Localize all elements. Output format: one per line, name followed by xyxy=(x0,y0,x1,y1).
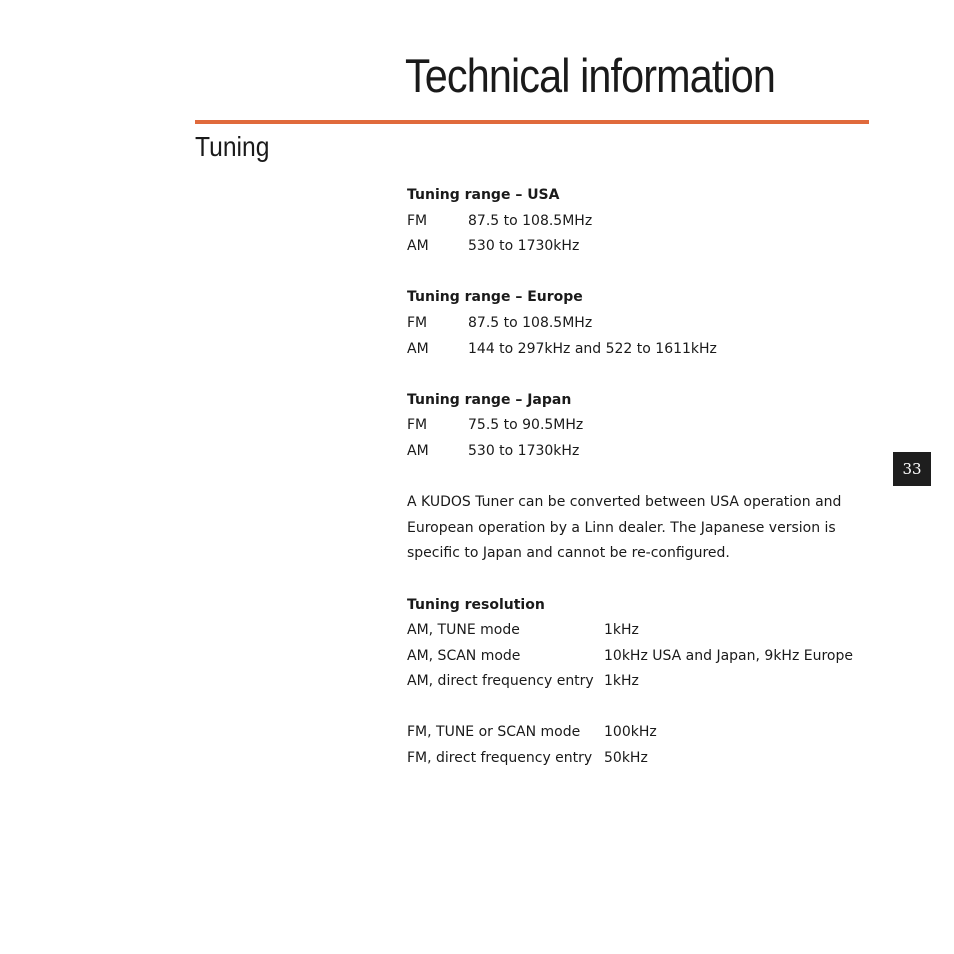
band-label: FM xyxy=(407,417,428,434)
mode-label: FM, TUNE or SCAN mode xyxy=(407,724,581,741)
tuning-range-usa xyxy=(407,183,877,260)
mode-label: AM, direct frequency entry xyxy=(407,673,594,690)
band-label: FM xyxy=(407,314,428,331)
band-value: 87.5 to 108.5MHz xyxy=(468,212,593,229)
band-label: AM xyxy=(407,442,429,459)
page-number-tab: 33 xyxy=(893,452,931,486)
spec-row xyxy=(407,669,877,695)
page-title: Technical information xyxy=(405,49,776,102)
spec-row xyxy=(407,209,877,235)
spec-row xyxy=(407,234,877,260)
band-label: FM xyxy=(407,212,428,229)
subheading: Tuning resolution xyxy=(407,596,545,613)
spec-row xyxy=(407,746,877,772)
tuning-range-europe xyxy=(407,285,877,362)
mode-value: 10kHz USA and Japan, 9kHz Europe xyxy=(604,647,853,664)
mode-label: AM, SCAN mode xyxy=(407,647,521,664)
tuning-resolution xyxy=(407,593,877,695)
band-label: AM xyxy=(407,340,429,357)
mode-value: 1kHz xyxy=(604,622,639,639)
subheading: Tuning range – Europe xyxy=(407,289,583,306)
mode-label: AM, TUNE mode xyxy=(407,622,520,639)
band-value: 144 to 297kHz and 522 to 1611kHz xyxy=(468,340,717,357)
section-heading: Tuning xyxy=(195,131,270,162)
spec-row xyxy=(407,720,877,746)
mode-value: 50kHz xyxy=(604,750,648,767)
band-value: 75.5 to 90.5MHz xyxy=(468,417,584,434)
spec-row xyxy=(407,618,877,644)
conversion-note: A KUDOS Tuner can be converted between USA operation and European operation by a Linn dealer. The Japanese version is specific to Japan and cannot be re-configured. xyxy=(407,494,842,562)
band-value: 530 to 1730kHz xyxy=(468,238,580,255)
content-column xyxy=(407,183,877,797)
fm-resolution xyxy=(407,720,877,771)
band-value: 530 to 1730kHz xyxy=(468,442,580,459)
subheading: Tuning range – Japan xyxy=(407,391,572,408)
subheading: Tuning range – USA xyxy=(407,187,560,203)
spec-row xyxy=(407,644,877,670)
spec-row xyxy=(407,337,877,363)
accent-rule xyxy=(195,120,869,124)
mode-value: 100kHz xyxy=(604,724,657,741)
spec-row xyxy=(407,311,877,337)
band-label: AM xyxy=(407,238,429,255)
mode-label: FM, direct frequency entry xyxy=(407,750,593,767)
mode-value: 1kHz xyxy=(604,673,639,690)
spec-row xyxy=(407,413,877,439)
spec-row xyxy=(407,439,877,465)
band-value: 87.5 to 108.5MHz xyxy=(468,314,593,331)
tuning-range-japan xyxy=(407,388,877,465)
